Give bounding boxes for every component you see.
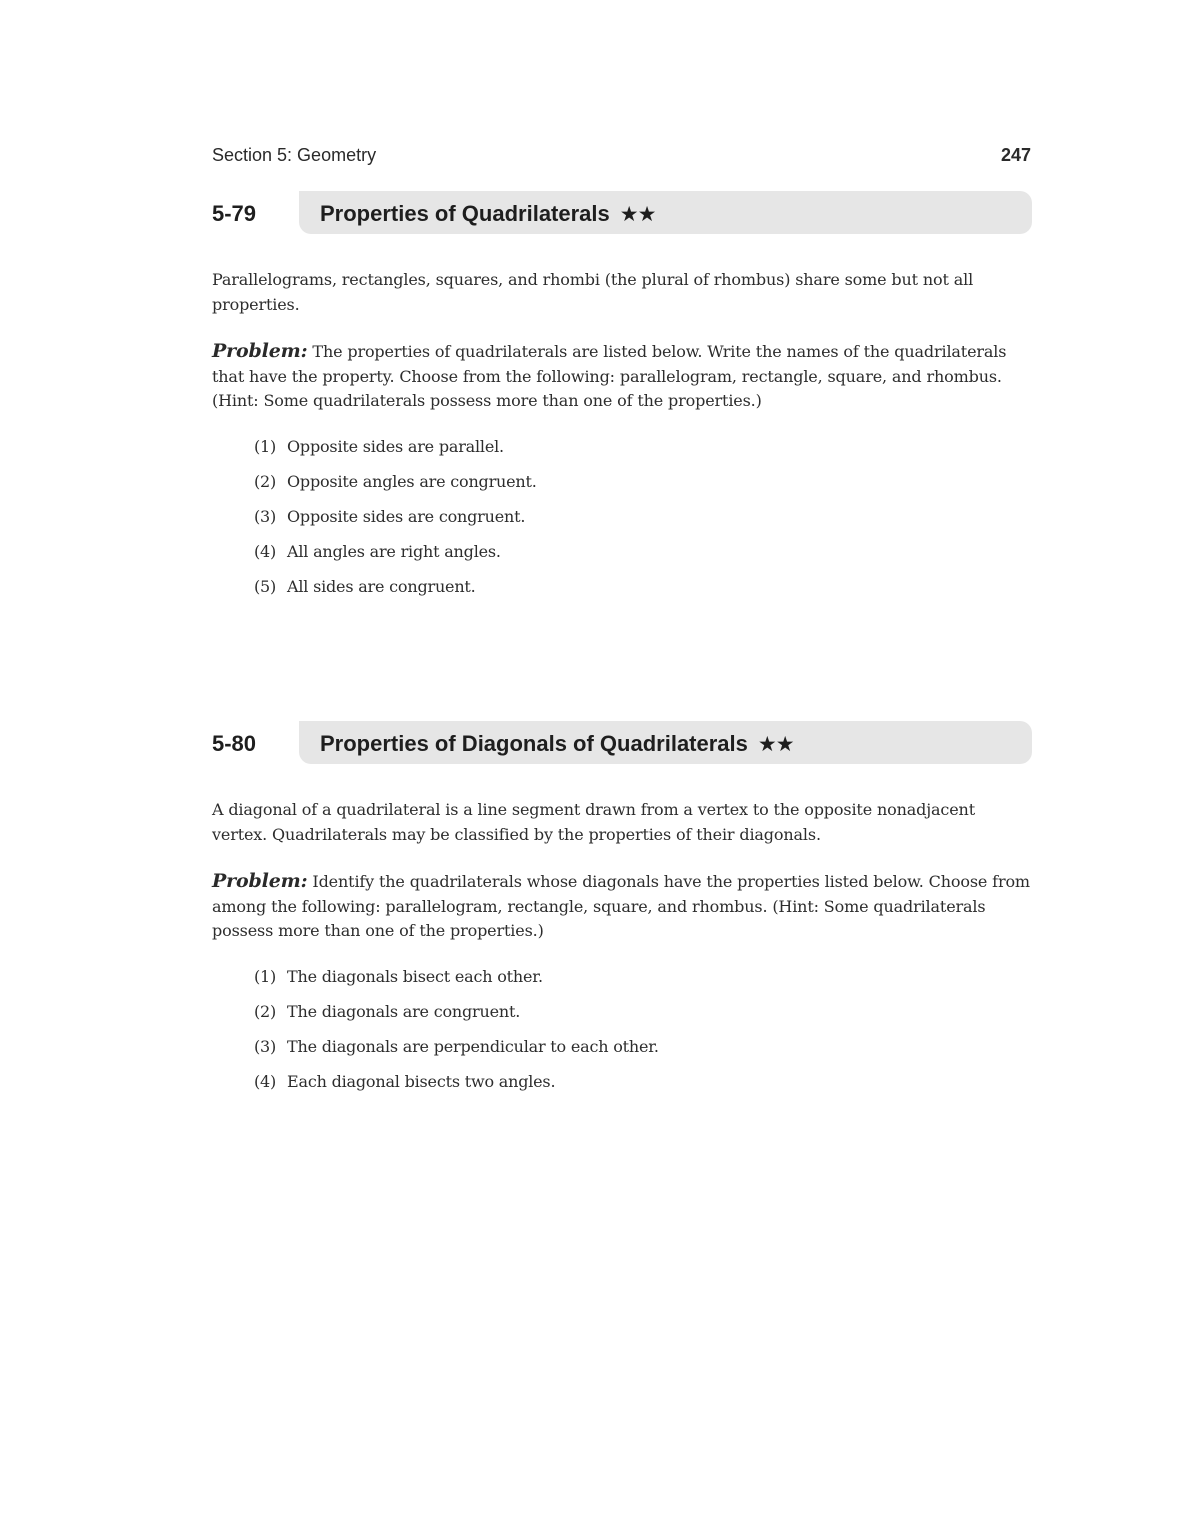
list-item bbox=[254, 1071, 1032, 1093]
problem-text: The properties of quadrilaterals are listed below. Write the names of the quadrilaterals that have the property. Choose from the following: parallelogram, rectangle, square, and rhombus. (Hint: Some quadrilaterals possess more than one of the properties.) bbox=[212, 342, 1007, 410]
problem-title-bar bbox=[299, 191, 1032, 234]
item-number: (2) bbox=[254, 471, 277, 491]
list-item bbox=[254, 436, 1032, 458]
list-item bbox=[254, 471, 1032, 493]
list-item bbox=[254, 541, 1032, 563]
problem-5-79 bbox=[212, 191, 1032, 611]
problem-number: 5-79 bbox=[212, 201, 257, 226]
problem-intro: Parallelograms, rectangles, squares, and rhombi (the plural of rhombus) share some but not all properties. bbox=[212, 270, 974, 314]
problem-statement bbox=[212, 869, 1032, 944]
item-number: (2) bbox=[254, 1001, 277, 1021]
problem-intro: A diagonal of a quadrilateral is a line segment drawn from a vertex to the opposite nonadjacent vertex. Quadrilaterals may be classified by the properties of their diagonals. bbox=[212, 800, 975, 844]
property-list bbox=[212, 436, 1032, 598]
page-header bbox=[212, 143, 1031, 169]
item-number: (4) bbox=[254, 541, 277, 561]
item-text: Each diagonal bisects two angles. bbox=[287, 1071, 556, 1091]
item-text: The diagonals bisect each other. bbox=[287, 966, 543, 986]
problem-heading bbox=[212, 191, 1032, 235]
problem-title bbox=[320, 201, 655, 227]
problem-title-bar bbox=[299, 721, 1032, 764]
problem-statement bbox=[212, 339, 1032, 414]
item-text: All angles are right angles. bbox=[287, 541, 501, 561]
item-text: All sides are congruent. bbox=[287, 576, 476, 596]
problem-title bbox=[320, 731, 794, 757]
list-item bbox=[254, 966, 1032, 988]
item-number: (3) bbox=[254, 1036, 277, 1056]
problem-5-80 bbox=[212, 721, 1032, 1106]
item-number: (3) bbox=[254, 506, 277, 526]
problem-title-text: Properties of Quadrilaterals bbox=[320, 201, 610, 226]
difficulty-stars-icon: ★★ bbox=[757, 733, 794, 756]
page-number: 247 bbox=[1000, 145, 1031, 165]
item-number: (1) bbox=[254, 436, 277, 456]
item-number: (1) bbox=[254, 966, 277, 986]
problem-heading bbox=[212, 721, 1032, 765]
list-item bbox=[254, 506, 1032, 528]
problem-label: Problem: bbox=[212, 870, 308, 892]
list-item bbox=[254, 1036, 1032, 1058]
item-number: (4) bbox=[254, 1071, 277, 1091]
problem-title-text: Properties of Diagonals of Quadrilaterals bbox=[320, 731, 748, 756]
item-text: Opposite sides are parallel. bbox=[287, 436, 504, 456]
property-list bbox=[212, 966, 1032, 1093]
difficulty-stars-icon: ★★ bbox=[619, 203, 656, 226]
problem-number: 5-80 bbox=[212, 731, 257, 756]
problem-text: Identify the quadrilaterals whose diagonals have the properties listed below. Choose from among the following: parallelogram, rectangle, square, and rhombus. (Hint: Some quadrilaterals possess more than one of the properties.) bbox=[212, 872, 1030, 940]
item-text: Opposite angles are congruent. bbox=[287, 471, 537, 491]
list-item bbox=[254, 1001, 1032, 1023]
list-item bbox=[254, 576, 1032, 598]
item-number: (5) bbox=[254, 576, 277, 596]
item-text: Opposite sides are congruent. bbox=[287, 506, 526, 526]
section-title: Section 5: Geometry bbox=[212, 145, 377, 165]
item-text: The diagonals are congruent. bbox=[287, 1001, 521, 1021]
item-text: The diagonals are perpendicular to each other. bbox=[287, 1036, 659, 1056]
problem-label: Problem: bbox=[212, 340, 308, 362]
